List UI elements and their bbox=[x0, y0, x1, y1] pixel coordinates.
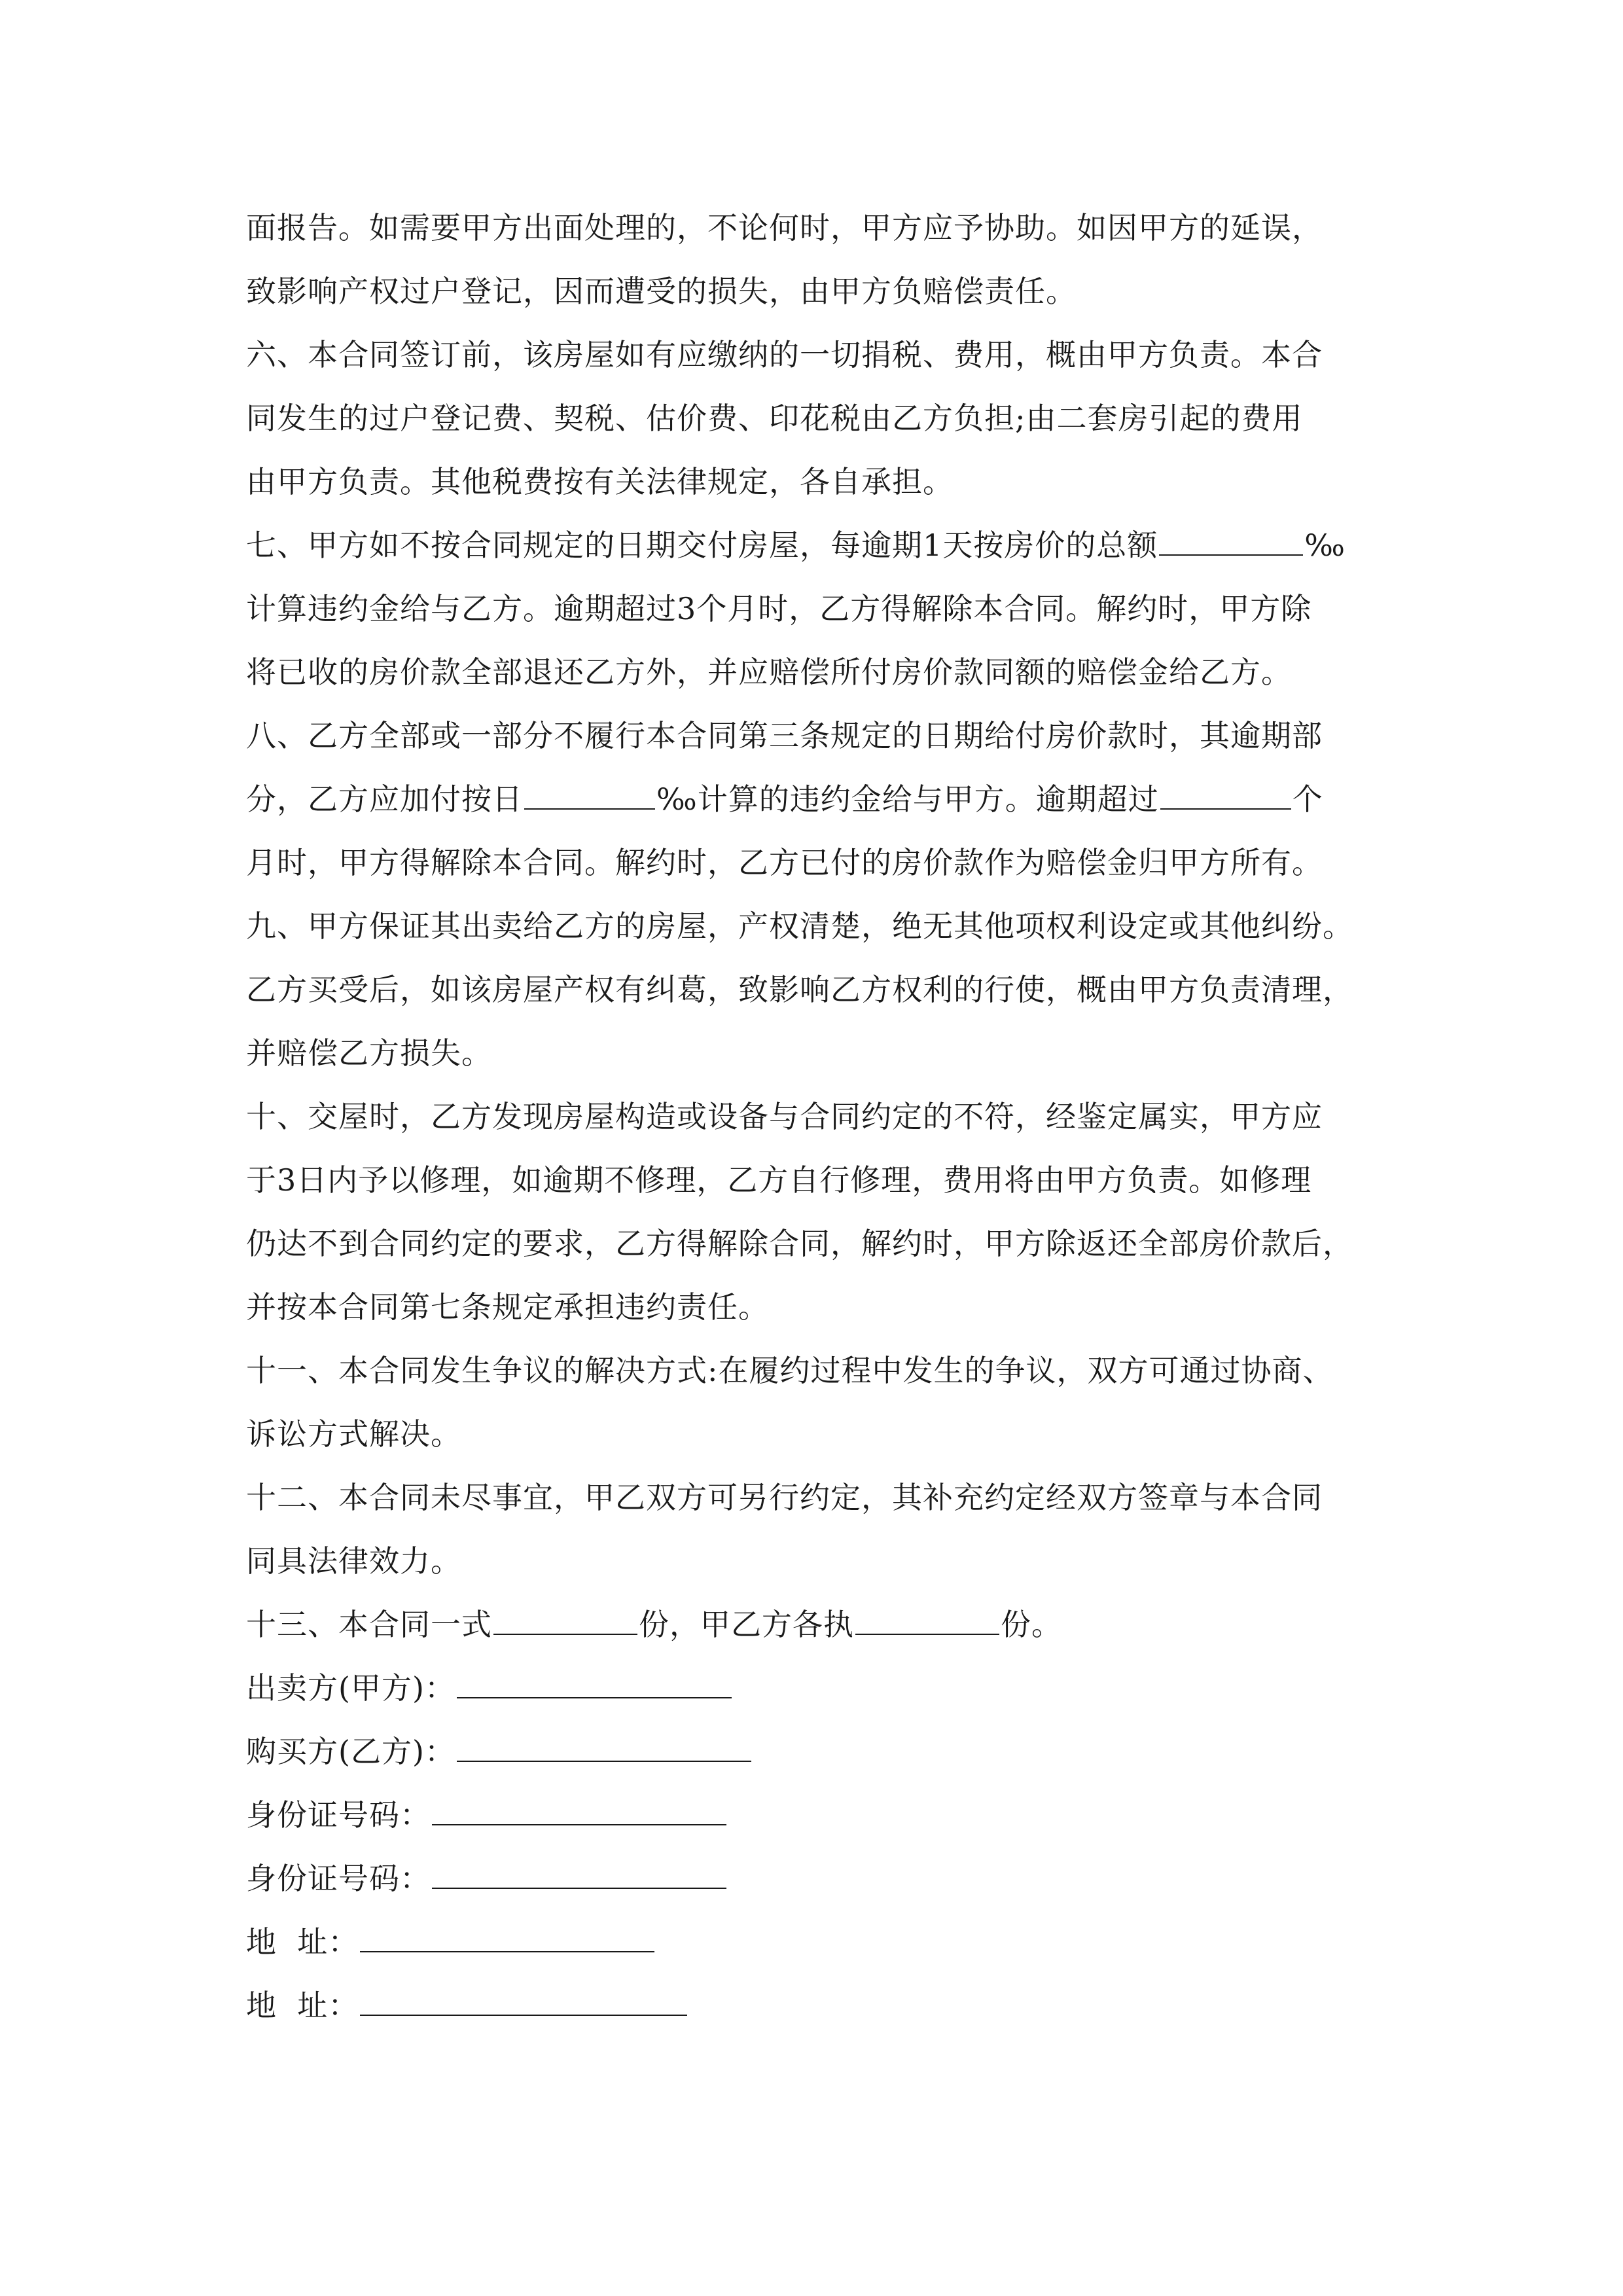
clause-7-line: 将已收的房价款全部退还乙方外，并应赔偿所付房价款同额的赔偿金给乙方。 bbox=[246, 655, 1292, 690]
clause-8-line bbox=[246, 768, 1385, 831]
daily-penalty-blank[interactable] bbox=[524, 782, 655, 810]
signature-buyer bbox=[246, 1720, 1385, 1784]
clause-7-line bbox=[246, 514, 1385, 577]
overdue-months-blank[interactable] bbox=[1160, 782, 1291, 810]
clause-12-line: 同具法律效力。 bbox=[246, 1543, 461, 1579]
clause-8-line: 月时，甲方得解除本合同。解约时，乙方已付的房价款作为赔偿金归甲方所有。 bbox=[246, 845, 1323, 880]
copies-total-blank[interactable] bbox=[493, 1607, 637, 1635]
clause-7-line: 计算违约金给与乙方。逾期超过3个月时，乙方得解除本合同。解约时，甲方除 bbox=[246, 591, 1312, 626]
clause-7-text: 七、甲方如不按合同规定的日期交付房屋，每逾期1天按房价的总额 bbox=[246, 528, 1158, 563]
clause-8-text: ‰计算的违约金给与甲方。逾期超过 bbox=[656, 781, 1159, 817]
permille-sign: ‰ bbox=[1304, 528, 1346, 563]
copies-each-blank[interactable] bbox=[855, 1607, 999, 1635]
clause-8-line: 八、乙方全部或一部分不履行本合同第三条规定的日期给付房价款时，其逾期部 bbox=[246, 718, 1323, 753]
clause-8-text: 个 bbox=[1292, 781, 1323, 817]
penalty-rate-blank[interactable] bbox=[1159, 528, 1303, 556]
clause-9-line: 九、甲方保证其出卖给乙方的房屋，产权清楚，绝无其他项权利设定或其他纠纷。 bbox=[246, 908, 1353, 944]
id-number-row bbox=[246, 1847, 1385, 1910]
address-row bbox=[246, 1910, 1385, 1974]
clause-13-text: 份，甲乙方各执 bbox=[639, 1607, 854, 1642]
seller-label: 出卖方(甲方)： bbox=[246, 1670, 455, 1706]
text-line: 致影响产权过户登记，因而遭受的损失，由甲方负赔偿责任。 bbox=[246, 274, 1077, 309]
address-label: 地 址： bbox=[246, 1924, 359, 1960]
clause-6-line: 由甲方负责。其他税费按有关法律规定，各自承担。 bbox=[246, 464, 954, 499]
clause-6-line: 六、本合同签订前，该房屋如有应缴纳的一切捐税、费用，概由甲方负责。本合 bbox=[246, 337, 1323, 372]
clause-10-line: 并按本合同第七条规定承担违约责任。 bbox=[246, 1289, 769, 1325]
clause-11-line: 诉讼方式解决。 bbox=[246, 1416, 461, 1452]
clause-6-line: 同发生的过户登记费、契税、估价费、印花税由乙方负担;由二套房引起的费用 bbox=[246, 401, 1303, 436]
clause-13-text: 份。 bbox=[1001, 1607, 1062, 1642]
clause-10-line: 于3日内予以修理，如逾期不修理，乙方自行修理，费用将由甲方负责。如修理 bbox=[246, 1162, 1312, 1198]
buyer-label: 购买方(乙方)： bbox=[246, 1734, 455, 1769]
clause-12-line: 十二、本合同未尽事宜，甲乙双方可另行约定，其补充约定经双方签章与本合同 bbox=[246, 1480, 1323, 1515]
address-row bbox=[246, 1974, 1385, 2037]
clause-10-line: 十、交屋时，乙方发现房屋构造或设备与合同约定的不符，经鉴定属实，甲方应 bbox=[246, 1099, 1323, 1134]
contract-page bbox=[246, 196, 1385, 2037]
id-label: 身份证号码： bbox=[246, 1861, 431, 1896]
clause-13-line bbox=[246, 1593, 1385, 1657]
text-line: 面报告。如需要甲方出面处理的，不论何时，甲方应予协助。如因甲方的延误， bbox=[246, 210, 1323, 245]
clause-11-line: 十一、本合同发生争议的解决方式:在履约过程中发生的争议，双方可通过协商、 bbox=[246, 1353, 1334, 1388]
address-label: 地 址： bbox=[246, 1988, 359, 2023]
seller-field[interactable] bbox=[457, 1671, 732, 1698]
buyer-id-field[interactable] bbox=[432, 1861, 726, 1889]
id-label: 身份证号码： bbox=[246, 1797, 431, 1833]
clause-13-text: 十三、本合同一式 bbox=[246, 1607, 492, 1642]
clause-9-line: 乙方买受后，如该房屋产权有纠葛，致影响乙方权利的行使，概由甲方负责清理， bbox=[246, 972, 1353, 1007]
buyer-address-field[interactable] bbox=[360, 1988, 687, 2016]
buyer-field[interactable] bbox=[457, 1734, 751, 1762]
id-number-row bbox=[246, 1784, 1385, 1847]
clause-10-line: 仍达不到合同约定的要求，乙方得解除合同，解约时，甲方除返还全部房价款后， bbox=[246, 1226, 1353, 1261]
signature-seller bbox=[246, 1657, 1385, 1720]
seller-id-field[interactable] bbox=[432, 1798, 726, 1825]
clause-8-text: 分，乙方应加付按日 bbox=[246, 781, 523, 817]
seller-address-field[interactable] bbox=[360, 1925, 654, 1952]
clause-9-line: 并赔偿乙方损失。 bbox=[246, 1035, 492, 1071]
